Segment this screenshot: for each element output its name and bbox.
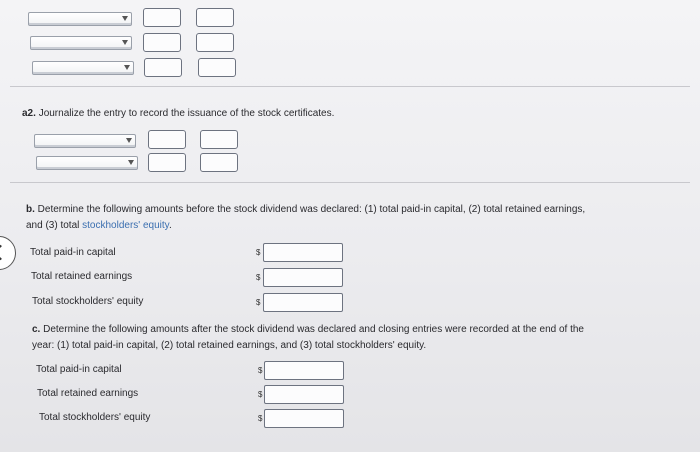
question-b xyxy=(26,202,585,234)
question-c xyxy=(32,322,584,354)
chevron-down-icon xyxy=(122,16,128,21)
b-stockholders-equity-currency: $ xyxy=(256,298,261,307)
previous-tab-button[interactable] xyxy=(0,236,16,270)
credit-input-2[interactable] xyxy=(196,33,234,52)
stockholders-equity-link[interactable]: stockholders' equity xyxy=(82,220,169,231)
a2-debit-input-1[interactable] xyxy=(148,130,186,149)
account-select-3[interactable] xyxy=(32,61,134,75)
a2-debit-input-2[interactable] xyxy=(148,153,186,172)
question-b-text-2: and (3) total xyxy=(26,220,83,231)
chevron-down-icon xyxy=(122,40,128,45)
question-c-label: c. xyxy=(32,324,41,335)
b-retained-earnings-input[interactable] xyxy=(263,268,343,287)
c-paid-in-capital-currency: $ xyxy=(258,366,263,375)
account-select-2[interactable] xyxy=(30,36,132,50)
chevron-left-icon xyxy=(0,245,8,261)
chevron-down-icon xyxy=(126,138,132,143)
a2-credit-input-2[interactable] xyxy=(200,153,238,172)
debit-input-2[interactable] xyxy=(143,33,181,52)
b-retained-earnings-currency: $ xyxy=(256,273,261,282)
c-stockholders-equity-currency: $ xyxy=(258,414,263,423)
credit-input-1[interactable] xyxy=(196,8,234,27)
c-retained-earnings-currency: $ xyxy=(258,390,263,399)
c-paid-in-capital-label: Total paid-in capital xyxy=(36,364,122,375)
chevron-down-icon xyxy=(124,65,130,70)
section-divider xyxy=(10,182,690,183)
c-retained-earnings-input[interactable] xyxy=(264,385,344,404)
a2-credit-input-1[interactable] xyxy=(200,130,238,149)
c-retained-earnings-label: Total retained earnings xyxy=(37,388,139,399)
credit-input-3[interactable] xyxy=(198,58,236,77)
question-b-label: b. xyxy=(26,204,35,215)
question-a2-label: a2. xyxy=(22,108,36,119)
chevron-down-icon xyxy=(128,160,134,165)
b-paid-in-capital-currency: $ xyxy=(256,248,261,257)
b-paid-in-capital-input[interactable] xyxy=(263,243,343,262)
b-stockholders-equity-label: Total stockholders' equity xyxy=(32,296,144,307)
c-stockholders-equity-label: Total stockholders' equity xyxy=(39,412,151,423)
debit-input-3[interactable] xyxy=(144,58,182,77)
account-select-1[interactable] xyxy=(28,12,132,26)
question-a2 xyxy=(22,106,334,122)
debit-input-1[interactable] xyxy=(143,8,181,27)
question-c-text-2: year: (1) total paid-in capital, (2) total retained earnings, and (3) total stockholders' equity. xyxy=(32,340,427,351)
b-paid-in-capital-label: Total paid-in capital xyxy=(30,247,116,258)
question-a2-text: Journalize the entry to record the issuance of the stock certificates. xyxy=(38,108,335,119)
b-stockholders-equity-input[interactable] xyxy=(263,293,343,312)
c-stockholders-equity-input[interactable] xyxy=(264,409,344,428)
question-c-text-1: Determine the following amounts after the stock dividend was declared and closing entries were recorded at the end of the xyxy=(43,324,584,335)
question-b-text-1: Determine the following amounts before the stock dividend was declared: (1) total paid-in capital, (2) total retained earnings, xyxy=(37,204,586,215)
question-b-text-3: . xyxy=(168,220,172,231)
a2-account-select-1[interactable] xyxy=(34,134,136,148)
a2-account-select-2[interactable] xyxy=(36,156,138,170)
section-divider xyxy=(10,86,690,87)
c-paid-in-capital-input[interactable] xyxy=(264,361,344,380)
b-retained-earnings-label: Total retained earnings xyxy=(31,271,133,282)
